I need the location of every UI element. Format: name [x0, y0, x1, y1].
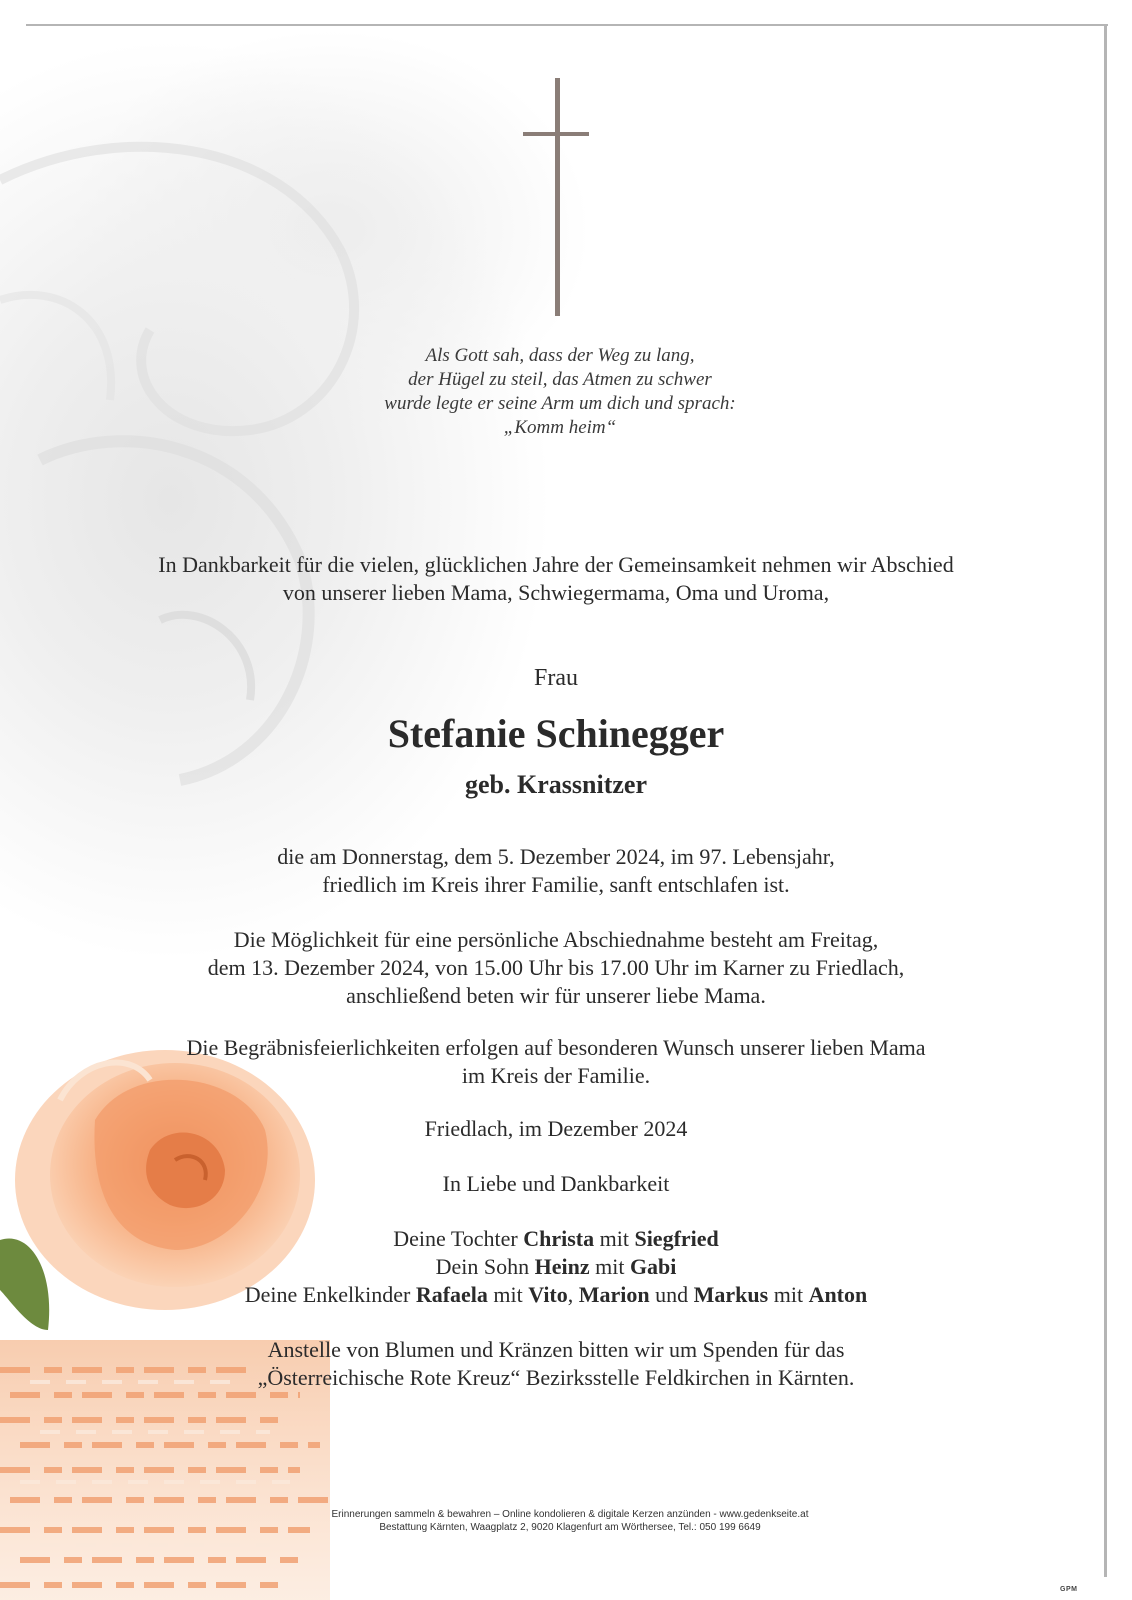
- poem-line: Als Gott sah, dass der Weg zu lang,: [425, 345, 695, 366]
- footer: [240, 1508, 900, 1534]
- intro-paragraph: [40, 551, 1072, 607]
- death-notice-line: friedlich im Kreis ihrer Familie, sanft entschlafen ist.: [322, 872, 790, 897]
- maiden-name: geb. Krassnitzer: [465, 770, 647, 799]
- frame-top-line: [26, 24, 1108, 26]
- funeral-line: Die Begräbnisfeierlichkeiten erfolgen auf besonderen Wunsch unserer lieben Mama: [186, 1035, 926, 1060]
- farewell-line: dem 13. Dezember 2024, von 15.00 Uhr bis 17.00 Uhr im Karner zu Friedlach,: [207, 955, 905, 980]
- intro-line: In Dankbarkeit für die vielen, glücklichen Jahre der Gemeinsamkeit nehmen wir Abschied: [158, 552, 954, 577]
- family-signatures: [40, 1225, 1072, 1309]
- farewell-line: anschließend beten wir für unserer liebe Mama.: [346, 983, 766, 1008]
- poem: [260, 344, 860, 440]
- donation-line: Anstelle von Blumen und Kränzen bitten wir um Spenden für das: [267, 1337, 845, 1362]
- place-date: Friedlach, im Dezember 2024: [424, 1116, 688, 1141]
- death-notice-line: die am Donnerstag, dem 5. Dezember 2024, im 97. Lebensjahr,: [277, 844, 835, 869]
- deceased-name: Stefanie Schinegger: [387, 711, 725, 756]
- frame-right-line: [1104, 24, 1107, 1577]
- poem-line: „Komm heim“: [503, 417, 617, 438]
- funeral-line: im Kreis der Familie.: [461, 1063, 651, 1088]
- corner-logo-mark: GPM: [1060, 1586, 1078, 1593]
- farewell-paragraph: [40, 926, 1072, 1010]
- salutation: Frau: [534, 665, 578, 691]
- footer-line: Erinnerungen sammeln & bewahren – Online kondolieren & digitale Kerzen anzünden - www.gedenkseite.at: [331, 1509, 809, 1520]
- cross-icon: [523, 78, 589, 316]
- family-line-daughter: Deine Tochter Christa mit Siegfried: [393, 1226, 719, 1251]
- death-notice: [40, 843, 1072, 899]
- donation-paragraph: [40, 1336, 1072, 1392]
- funeral-paragraph: [40, 1034, 1072, 1090]
- closing-line: In Liebe und Dankbarkeit: [442, 1171, 670, 1196]
- family-line-son: Dein Sohn Heinz mit Gabi: [435, 1254, 677, 1279]
- farewell-line: Die Möglichkeit für eine persönliche Abschiednahme besteht am Freitag,: [233, 927, 879, 952]
- poem-line: der Hügel zu steil, das Atmen zu schwer: [408, 369, 712, 390]
- footer-line: Bestattung Kärnten, Waagplatz 2, 9020 Klagenfurt am Wörthersee, Tel.: 050 199 6649: [379, 1522, 761, 1533]
- donation-line: „Österreichische Rote Kreuz“ Bezirksstelle Feldkirchen in Kärnten.: [257, 1365, 855, 1390]
- poem-line: wurde legte er seine Arm um dich und sprach:: [384, 393, 736, 414]
- family-line-grandchildren: Deine Enkelkinder Rafaela mit Vito, Marion und Markus mit Anton: [244, 1282, 868, 1307]
- intro-line: von unserer lieben Mama, Schwiegermama, Oma und Uroma,: [282, 580, 830, 605]
